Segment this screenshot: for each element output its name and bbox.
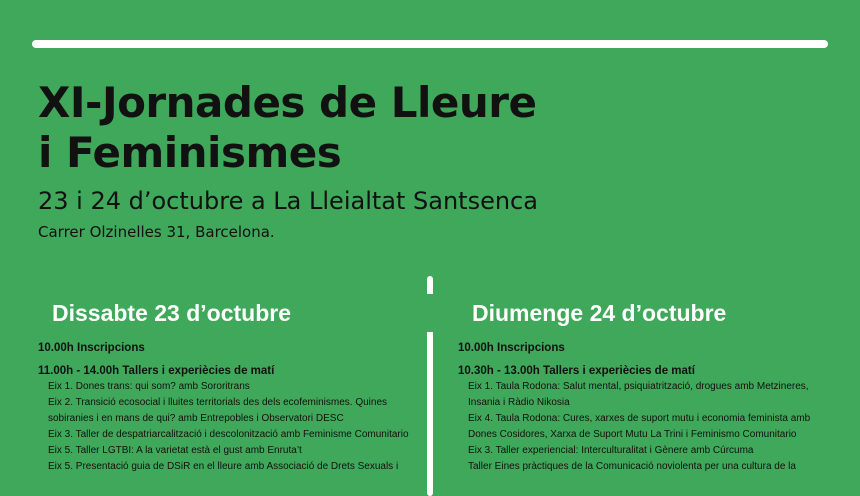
schedule-item: Eix 3. Taller experiencial: Interculturalitat i Gènere amb Cúrcuma (468, 445, 754, 456)
event-address: Carrer Olzinelles 31, Barcelona. (38, 223, 275, 241)
schedule-item: Eix 3. Taller de despatriarcalització i descolonització amb Feminisme Comunitario (48, 429, 409, 440)
schedule-item: Insania i Ràdio Nikosia (468, 397, 570, 408)
event-title-line-2: i Feminismes (38, 128, 342, 177)
schedule-item: Dones Cosidores, Xarxa de Suport Mutu La Trini i Feminismo Comunitario (468, 429, 797, 440)
schedule-item: Eix 5. Taller LGTBI: A la varietat està el gust amb Enruta’t (48, 445, 302, 456)
schedule-item: Taller Eines pràctiques de la Comunicació noviolenta per una cultura de la (468, 461, 796, 472)
event-title (38, 78, 536, 178)
schedule-item: Eix 2. Transició ecosocial i lluites territorials des dels ecofeminismes. Quines (48, 397, 388, 408)
saturday-schedule (38, 340, 438, 475)
event-dates: 23 i 24 d’octubre a La Lleialtat Santsenca (38, 187, 538, 215)
schedule-item: sobiranies i en mans de qui? amb Entrepobles i Observatori DESC (48, 413, 344, 424)
schedule-item: Eix 4. Taula Rodona: Cures, xarxes de suport mutu i economia feminista amb (468, 413, 811, 424)
schedule-heading: 10.00h Inscripcions (38, 342, 145, 354)
sunday-header (458, 294, 858, 332)
saturday-column (38, 294, 438, 475)
schedule-heading: 10.00h Inscripcions (458, 342, 565, 354)
schedule-heading: 10.30h - 13.00h Tallers i experiècies de matí (458, 365, 695, 377)
sunday-title: Diumenge 24 d’octubre (472, 300, 727, 326)
schedule-item: Eix 1. Taula Rodona: Salut mental, psiquiatrització, drogues amb Metzineres, (468, 381, 809, 392)
sunday-schedule (458, 340, 858, 475)
sunday-column (458, 294, 858, 475)
schedule-item: Eix 5. Presentació guia de DSiR en el lleure amb Associació de Drets Sexuals i (48, 461, 399, 472)
schedule-item: Eix 1. Dones trans: qui som? amb Sororitrans (48, 381, 250, 392)
event-title-line-1: XI-Jornades de Lleure (38, 78, 537, 127)
saturday-title: Dissabte 23 d’octubre (52, 300, 292, 326)
schedule-heading: 11.00h - 14.00h Tallers i experiècies de matí (38, 365, 275, 377)
saturday-header (38, 294, 438, 332)
top-rule (32, 40, 828, 48)
